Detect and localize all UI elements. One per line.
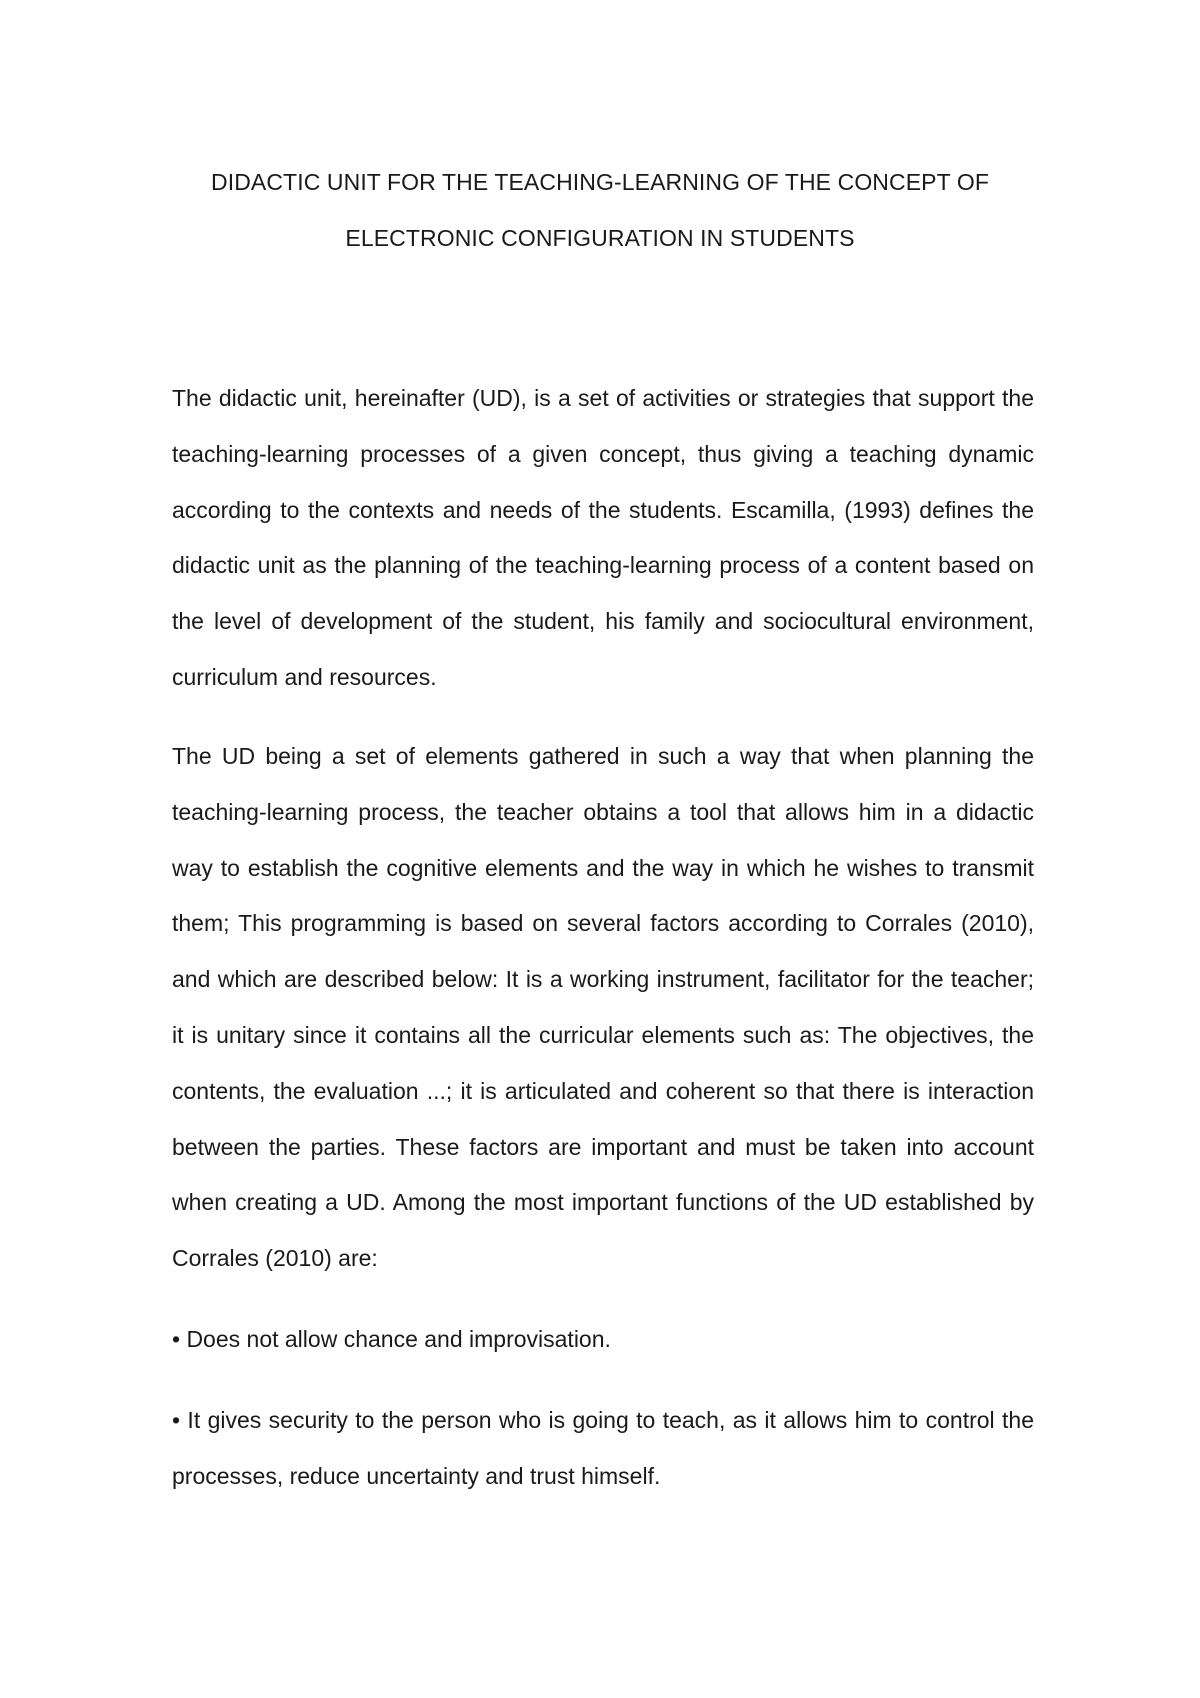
- title-line-2: ELECTRONIC CONFIGURATION IN STUDENTS: [345, 225, 855, 251]
- paragraph-intro: The didactic unit, hereinafter (UD), is a set of activities or strategies that support the teaching-learning processes of a given concept, thus giving a teaching dynamic according to the contexts and needs of the students. Escamilla, (1993) defines the didactic unit as the planning of the teaching-learning process of a content based on the level of development of the student, his family and sociocultural environment, curriculum and resources.: [172, 385, 1034, 690]
- bullet-item-1: • Does not allow chance and improvisation.: [172, 1326, 611, 1352]
- bullet-item-2: • It gives security to the person who is going to teach, as it allows him to control the processes, reduce uncertainty and trust himself.: [172, 1407, 1034, 1489]
- document-title: [160, 154, 1040, 266]
- paragraph-ud-description: The UD being a set of elements gathered in such a way that when planning the teaching-learning process, the teacher obtains a tool that allows him in a didactic way to establish the cognitive elements and the way in which he wishes to transmit them; This programming is based on several factors according to Corrales (2010), and which are described below: It is a working instrument, facilitator for the teacher; it is unitary since it contains all the curricular elements such as: The objectives, the contents, the evaluation ...; it is articulated and coherent so that there is interaction between the parties. These factors are important and must be taken into account when creating a UD. Among the most important functions of the UD established by Corrales (2010) are:: [172, 743, 1034, 1272]
- title-line-1: DIDACTIC UNIT FOR THE TEACHING-LEARNING OF THE CONCEPT OF: [211, 169, 989, 195]
